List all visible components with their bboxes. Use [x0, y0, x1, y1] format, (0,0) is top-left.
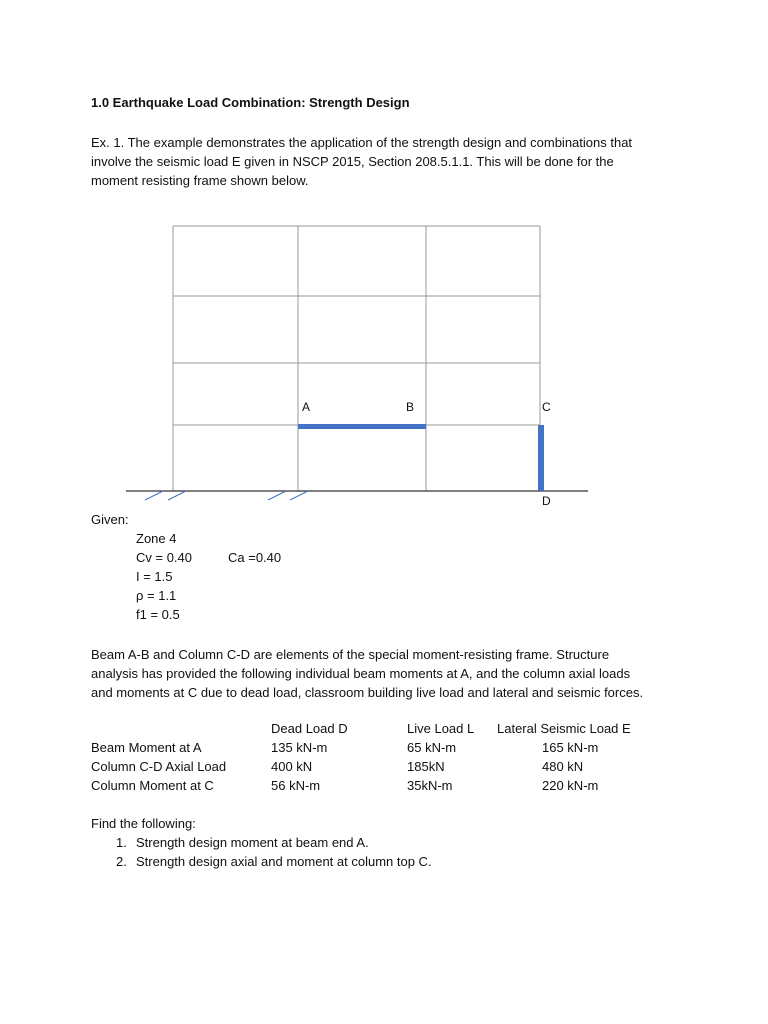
label-c: C — [542, 400, 551, 414]
cell-live: 185kN — [407, 759, 445, 774]
table-header: Live Load L — [407, 721, 475, 736]
cell-seismic: 165 kN-m — [542, 740, 599, 755]
analysis-paragraph — [91, 645, 681, 702]
frame-grid — [173, 226, 540, 491]
table-header: Dead Load D — [271, 721, 348, 736]
intro-line: Ex. 1. The example demonstrates the application of the strength design and combinations that — [91, 135, 633, 150]
column-c-d — [538, 425, 544, 491]
row-label: Beam Moment at A — [91, 740, 202, 755]
cell-seismic: 220 kN-m — [542, 778, 599, 793]
paragraph-line: and moments at C due to dead load, classroom building live load and lateral and seismic forces. — [91, 685, 644, 700]
label-a: A — [302, 400, 311, 414]
cell-dead: 56 kN-m — [271, 778, 321, 793]
intro-line: involve the seismic load E given in NSCP 2015, Section 208.5.1.1. This will be done for the — [91, 154, 614, 169]
find-item-number: 1. — [116, 835, 127, 850]
given-f1: f1 = 0.5 — [136, 607, 180, 622]
cell-live: 65 kN-m — [407, 740, 457, 755]
cell-dead: 400 kN — [271, 759, 313, 774]
cell-seismic: 480 kN — [542, 759, 584, 774]
cell-live: 35kN-m — [407, 778, 453, 793]
label-d: D — [542, 494, 551, 508]
support-hatch — [145, 491, 308, 500]
intro-line: moment resisting frame shown below. — [91, 173, 309, 188]
find-item: Strength design moment at beam end A. — [136, 835, 369, 850]
given-i: I = 1.5 — [136, 569, 173, 584]
cell-dead: 135 kN-m — [271, 740, 328, 755]
section-heading: 1.0 Earthquake Load Combination: Strength Design — [91, 95, 410, 110]
paragraph-line: Beam A-B and Column C-D are elements of the special moment-resisting frame. Structure — [91, 647, 610, 662]
paragraph-line: analysis has provided the following individual beam moments at A, and the column axial loads — [91, 666, 631, 681]
given-ca: Ca =0.40 — [228, 550, 282, 565]
label-b: B — [406, 400, 415, 414]
table-header: Lateral Seismic Load E — [497, 721, 631, 736]
given-cv: Cv = 0.40 — [136, 550, 193, 565]
given-rho: ρ = 1.1 — [136, 588, 177, 603]
given-title: Given: — [91, 512, 129, 527]
find-title: Find the following: — [91, 816, 196, 831]
find-item-number: 2. — [116, 854, 127, 869]
row-label: Column C-D Axial Load — [91, 759, 227, 774]
find-item: Strength design axial and moment at column top C. — [136, 854, 432, 869]
row-label: Column Moment at C — [91, 778, 214, 793]
given-zone: Zone 4 — [136, 531, 177, 546]
beam-a-b — [298, 424, 426, 429]
